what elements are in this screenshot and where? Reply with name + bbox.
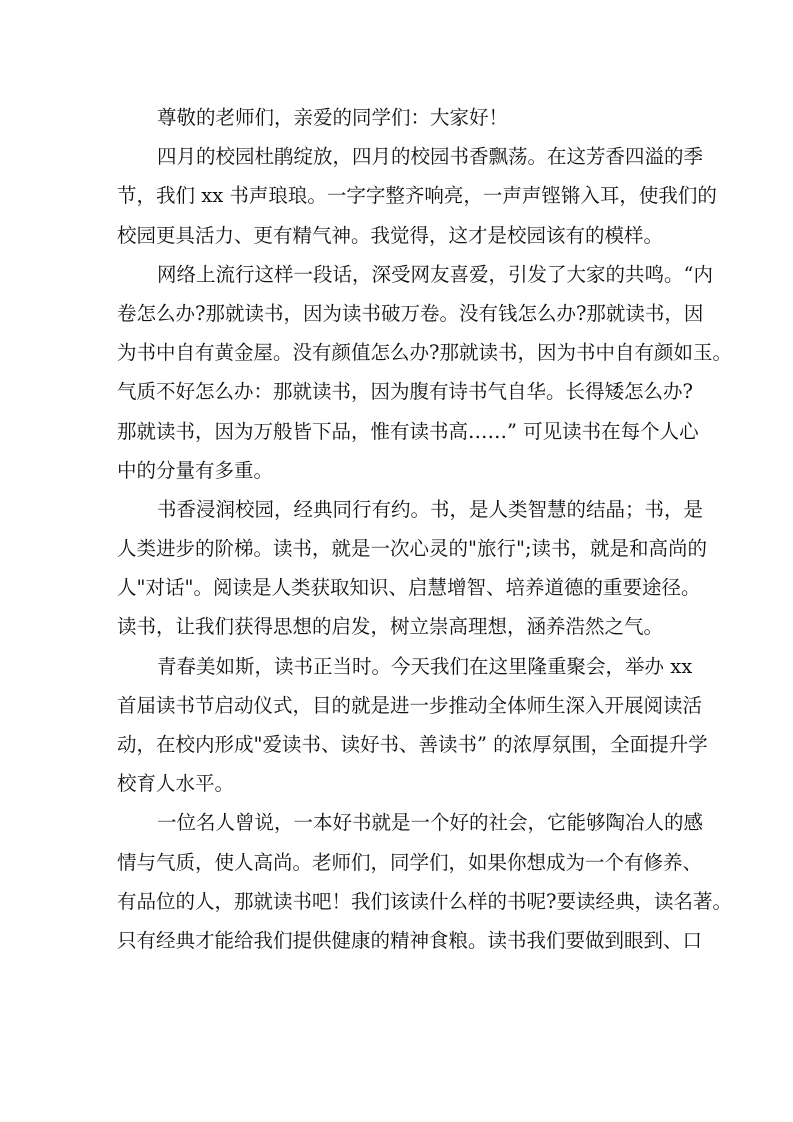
text-line: 青春美如斯，读书正当时。今天我们在这里隆重聚会，举办 xx — [157, 654, 693, 678]
text-line: 四月的校园杜鹃绽放，四月的校园书香飘荡。在这芳香四溢的季 — [157, 145, 704, 169]
text-line: 书香浸润校园，经典同行有约。书，是人类智慧的结晶；书，是 — [157, 497, 704, 521]
paragraph — [117, 137, 717, 255]
paragraph — [117, 803, 732, 960]
text-line: 情与气质，使人高尚。老师们，同学们，如果你想成为一个有修养、 — [117, 850, 703, 874]
document-body — [117, 98, 732, 960]
text-line: 校育人水平。 — [117, 772, 235, 796]
text-line: 气质不好怎么办：那就读书，因为腹有诗书气自华。长得矮怎么办? — [117, 380, 693, 404]
text-line: 读书，让我们获得思想的启发，树立崇高理想，涵养浩然之气。 — [117, 615, 664, 639]
text-line: 中的分量有多重。 — [117, 458, 274, 482]
paragraph — [117, 490, 708, 647]
text-line: 动，在校内形成"爱读书、读好书、善读书” 的浓厚氛围，全面提升学 — [117, 733, 708, 756]
paragraph — [117, 98, 680, 137]
text-line: 有品位的人，那就读书吧！我们该读什么样的书呢?要读经典，读名著。 — [117, 889, 732, 913]
text-line: 首届读书节启动仪式，目的就是进一步推动全体师生深入开展阅读活 — [117, 693, 703, 717]
paragraph — [117, 647, 708, 804]
text-line: 人"对话"。阅读是人类获取知识、启慧增智、培养道德的重要途径。 — [117, 576, 701, 600]
text-line: 尊敬的老师们，亲爱的同学们：大家好！ — [157, 106, 509, 129]
text-line: 卷怎么办?那就读书，因为读书破万卷。没有钱怎么办?那就读书，因 — [117, 301, 704, 325]
text-line: 节，我们 xx 书声琅琅。一字字整齐响亮，一声声铿锵入耳，使我们的 — [117, 184, 717, 208]
text-line: 校园更具活力、更有精气神。我觉得，这才是校园该有的模样。 — [117, 223, 664, 247]
text-line: 网络上流行这样一段话，深受网友喜爱，引发了大家的共鸣。“内 — [157, 262, 713, 286]
text-line: 为书中自有黄金屋。没有颜值怎么办?那就读书，因为书中自有颜如玉。 — [117, 341, 732, 365]
text-line: 那就读书，因为万般皆下品，惟有读书高……” 可见读书在每个人心 — [117, 419, 699, 443]
text-line: 一位名人曾说，一本好书就是一个好的社会，它能够陶冶人的感 — [157, 811, 704, 835]
paragraph — [117, 255, 732, 490]
text-line: 只有经典才能给我们提供健康的精神食粮。读书我们要做到眼到、口 — [117, 928, 703, 952]
text-line: 人类进步的阶梯。读书，就是一次心灵的"旅行";读书，就是和高尚的 — [117, 537, 708, 561]
